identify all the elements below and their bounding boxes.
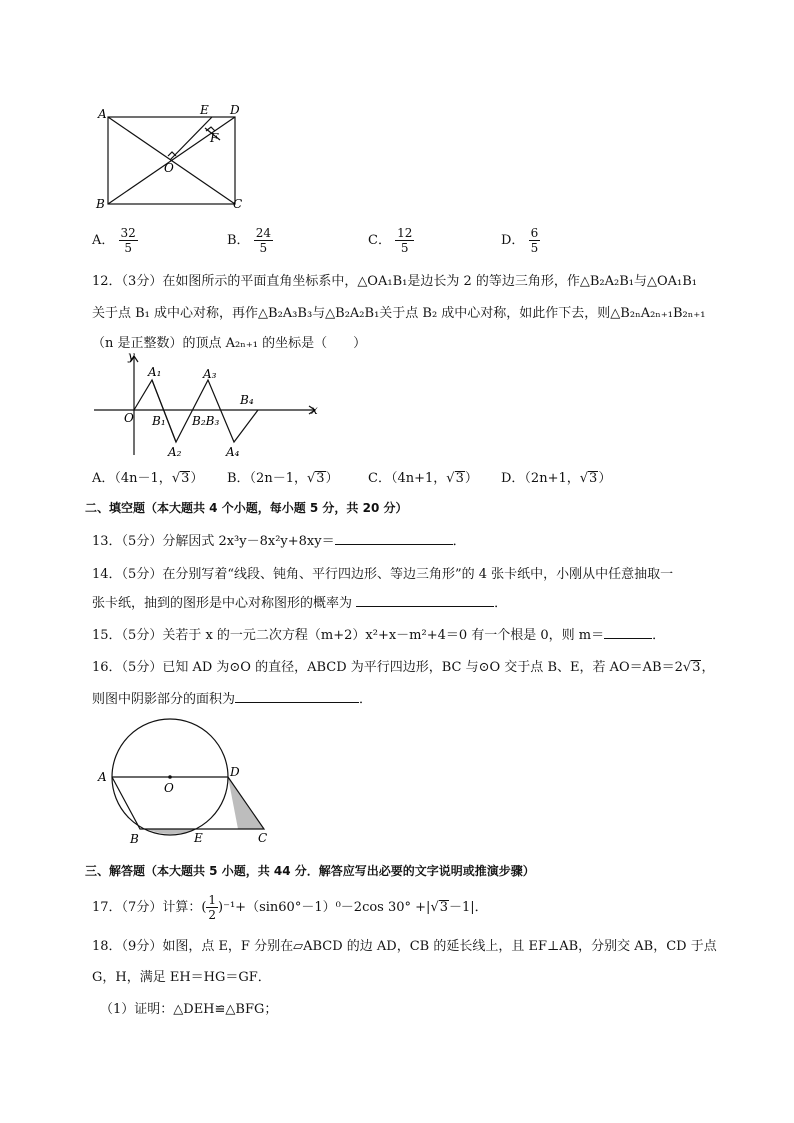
q18-line-2: G，H，满足 EH＝HG＝GF． [92,970,271,985]
section-3-heading: 三、解答题（本大题共 5 小题，共 44 分．解答应写出必要的文字说明或推演步骤） [85,864,535,878]
q12-option-b[interactable]: B．（2n－1，√3） [227,471,339,486]
q15: 15．（5分）关若于 x 的一元二次方程（m+2）x²+x－m²+4＝0 有一个根是 0，则 m＝ ． [92,628,666,643]
label-O: O [164,161,174,175]
q18-line-1: 18．（9分）如图，点 E，F 分别在▱ABCD 的边 AD，CB 的延长线上，且 EF⊥AB，分别交 AB，CD 于点 [92,939,717,954]
q11-option-c[interactable]: C． $\frac{12}{5}$ [368,226,413,255]
q17: 17．（7分）计算：( $\frac{1}{2}$ )⁻¹+（sin60°－1）⁰－2cos 30° +|√3－1|． [92,893,488,922]
rectangle-figure [90,100,260,215]
q11-option-a[interactable]: A． $\frac{32}{5}$ [92,226,136,255]
circle-label-A: A [98,770,107,784]
circle-label-B: B [130,832,139,846]
graph-x-label: x [311,403,318,417]
q13: 13．（5分）分解因式 2x³y－8x²y+8xy＝ ． [92,534,466,549]
graph-B1-label: B₁ [152,414,166,428]
section-2-heading: 二、填空题（本大题共 4 个小题，每小题 5 分，共 20 分） [85,501,408,515]
graph-B2B3-label: B₂B₃ [192,414,220,428]
q16-answer-blank[interactable] [235,702,359,703]
label-A: A [98,107,107,121]
circle-label-O: O [164,781,174,795]
label-F: F [210,131,219,145]
circle-label-E: E [194,831,203,845]
q18-sub-1: （1）证明：△DEH≌△BFG； [100,1002,278,1017]
graph-A3-label: A₃ [203,367,217,381]
circle-label-C: C [258,831,268,845]
graph-A1-label: A₁ [148,365,162,379]
graph-A4-label: A₄ [226,445,240,459]
circle-label-D: D [230,765,240,779]
q15-answer-blank[interactable] [604,638,652,639]
q14-line-1: 14．（5分）在分别写着“线段、钝角、平行四边形、等边三角形”的 4 张卡纸中，小刚从中任意抽取一 [92,567,674,582]
q11-option-b[interactable]: B． $\frac{24}{5}$ [227,226,271,255]
q12-option-a[interactable]: A．（4n－1，√3） [92,471,204,486]
q12-option-c[interactable]: C．（4n+1，√3） [368,471,478,486]
q12-line-1: 12．（3分）在如图所示的平面直角坐标系中，△OA₁B₁是边长为 2 的等边三角形，作△B₂A₂B₁与△OA₁B₁ [92,274,698,289]
q14-answer-blank[interactable] [356,606,494,607]
q12-graph [90,350,330,460]
q11-option-d[interactable]: D． $\frac{6}{5}$ [501,226,539,255]
q12-line-2: 关于点 B₁ 成中心对称，再作△B₂A₃B₃与△B₂A₂B₁关于点 B₂ 成中心对称，如此作下去，则△B₂ₙA₂ₙ₊₁B₂ₙ₊₁ [92,306,706,321]
circle-figure [90,712,280,852]
graph-y-label: y [128,350,135,363]
label-C: C [233,197,243,211]
graph-A2-label: A₂ [168,445,182,459]
label-E: E [200,103,209,117]
graph-B4-label: B₄ [240,393,254,407]
q14-line-2: 张卡纸，抽到的图形是中心对称图形的概率为 ． [92,596,508,611]
q12-line-3: （n 是正整数）的顶点 A₂ₙ₊₁ 的坐标是（ ） [92,336,367,351]
label-B: B [96,197,105,211]
graph-O-label: O [124,411,134,425]
q16-line-2: 则图中阴影部分的面积为 ． [92,692,373,707]
q12-option-d[interactable]: D．（2n+1，√3） [501,471,612,486]
label-D: D [230,103,240,117]
q13-answer-blank[interactable] [335,544,453,545]
q16-line-1: 16．（5分）已知 AD 为⊙O 的直径，ABCD 为平行四边形，BC 与⊙O 交于点 B、E，若 AO＝AB＝2√3， [92,660,715,675]
